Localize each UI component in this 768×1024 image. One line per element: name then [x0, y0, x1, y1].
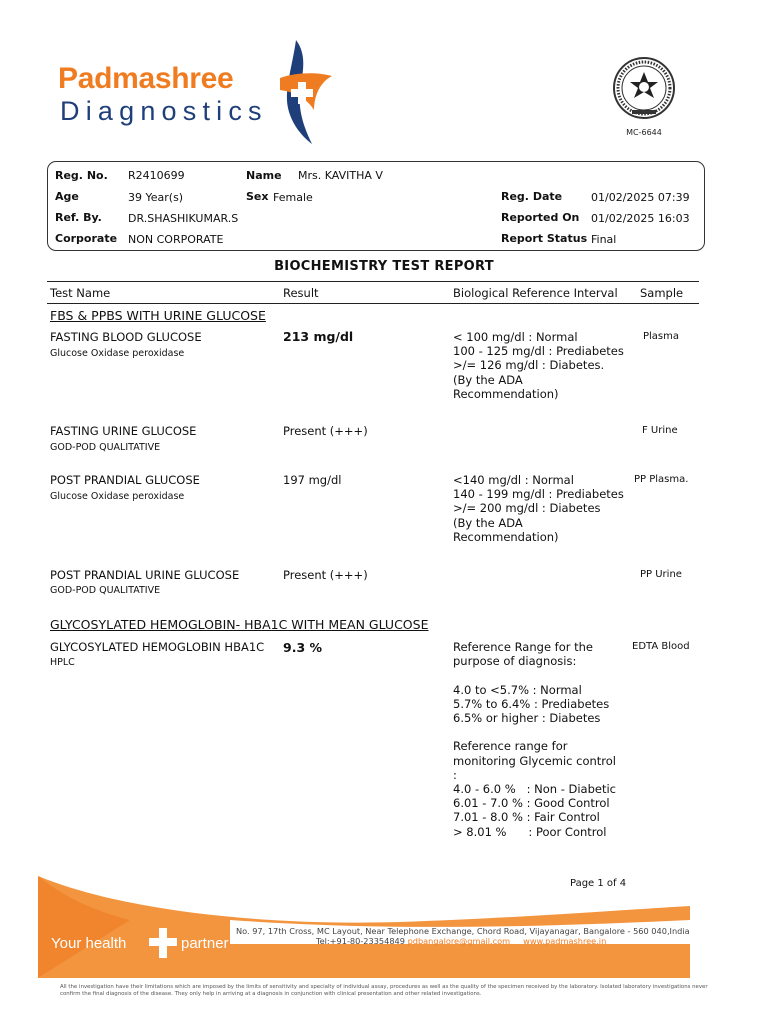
column-reference: Biological Reference Interval [453, 286, 618, 300]
sample-type: EDTA Blood [632, 641, 690, 652]
reported-on-label: Reported On [501, 211, 580, 224]
test-result: 9.3 % [283, 640, 323, 655]
footer-email[interactable]: pdbangalore@gmail.com [407, 936, 511, 946]
accreditation-code: MC-6644 [626, 128, 662, 137]
footer-contact [316, 936, 606, 946]
test-result: Present (+++) [283, 424, 368, 438]
report-title: BIOCHEMISTRY TEST REPORT [274, 259, 494, 274]
test-name: GLYCOSYLATED HEMOGLOBIN HBA1C [50, 640, 265, 654]
test-method: HPLC [50, 657, 75, 668]
sample-type: PP Plasma. [634, 474, 689, 485]
corporate-label: Corporate [55, 232, 118, 245]
brand-logo [58, 38, 338, 148]
column-test-name: Test Name [50, 286, 111, 300]
footer-address: No. 97, 17th Cross, MC Layout, Near Telephone Exchange, Chord Road, Vijayanagar, Bangalore - 560 040,India [236, 926, 690, 936]
sample-type: F Urine [642, 425, 678, 436]
brand-name-top: Padmashree [58, 62, 234, 95]
sample-type: Plasma [643, 331, 680, 342]
corporate-value: NON CORPORATE [128, 233, 224, 246]
test-method: GOD-POD QUALITATIVE [50, 585, 161, 596]
report-status-label: Report Status [501, 232, 588, 245]
test-result: 197 mg/dl [283, 473, 342, 487]
column-result: Result [283, 286, 319, 300]
reported-on-value: 01/02/2025 16:03 [591, 212, 690, 225]
test-name: FASTING BLOOD GLUCOSE [50, 330, 202, 344]
reg-no-value: R2410699 [128, 169, 185, 182]
test-method: Glucose Oxidase peroxidase [50, 491, 185, 502]
sex-label: Sex [246, 190, 269, 203]
slogan-left: Your health [51, 935, 127, 952]
reference-interval: <140 mg/dl : Normal 140 - 199 mg/dl : Prediabetes >/= 200 mg/dl : Diabetes (By the ADA Recommendation) [453, 473, 624, 544]
reference-interval: < 100 mg/dl : Normal 100 - 125 mg/dl : Prediabetes >/= 126 mg/dl : Diabetes. (By the ADA Recommendation) [453, 330, 624, 401]
column-sample: Sample [640, 286, 684, 300]
test-result: 213 mg/dl [283, 329, 354, 344]
sample-type: PP Urine [640, 569, 682, 580]
test-name: POST PRANDIAL URINE GLUCOSE [50, 568, 240, 582]
medical-cross-icon [274, 38, 334, 146]
footer-disclaimer: All the investigation have their limitations which are imposed by the limits of sensitivity and specialty of individual assay, procedures as well as the quality of the specimen received by the laboratory. Isolated laboratory investigations never confirm the final diagnosis of the disease. They only help in arriving at a diagnosis in conjunction with clinical presentation and other related investigations. [60, 984, 708, 997]
reg-no-label: Reg. No. [55, 169, 108, 182]
ref-by-label: Ref. By. [55, 211, 102, 224]
report-status-value: Final [591, 233, 617, 246]
accreditation-seal-icon [612, 56, 676, 120]
header-bottom-rule [47, 303, 699, 304]
patient-name: Mrs. KAVITHA V [298, 169, 383, 182]
section-title: GLYCOSYLATED HEMOGLOBIN- HBA1C WITH MEAN GLUCOSE [50, 617, 429, 632]
footer-website[interactable]: www.padmashree.in [523, 936, 607, 946]
section-title: FBS & PPBS WITH URINE GLUCOSE [50, 308, 266, 323]
sex-value: Female [273, 191, 313, 204]
ref-by-value: DR.SHASHIKUMAR.S [128, 212, 239, 225]
reference-interval: Reference Range for the purpose of diagnosis: 4.0 to <5.7% : Normal 5.7% to 6.4% : Prediabetes 6.5% or higher : Diabetes Reference range for monitoring Glycemic control : 4.0 - 6.0 % : Non - Diabetic 6.01 - 7.0 % : Good Control 7.01 - 8.0 % : Fair Control > 8.01 % : Poor Control [453, 640, 617, 839]
test-result: Present (+++) [283, 568, 368, 582]
brand-name-bottom: Diagnostics [60, 96, 268, 126]
page-number: Page 1 of 4 [570, 878, 627, 889]
age-value: 39 Year(s) [128, 191, 184, 204]
name-label: Name [246, 169, 282, 182]
reg-date-value: 01/02/2025 07:39 [591, 191, 690, 204]
test-method: GOD-POD QUALITATIVE [50, 442, 161, 453]
footer-tel: Tel:+91-80-23354849 [316, 936, 405, 946]
age-label: Age [55, 190, 79, 203]
reg-date-label: Reg. Date [501, 190, 563, 203]
test-name: POST PRANDIAL GLUCOSE [50, 473, 200, 487]
test-method: Glucose Oxidase peroxidase [50, 348, 185, 359]
plus-icon [148, 926, 178, 960]
test-name: FASTING URINE GLUCOSE [50, 424, 197, 438]
header-top-rule [47, 281, 699, 282]
slogan-right: partner [181, 935, 229, 952]
